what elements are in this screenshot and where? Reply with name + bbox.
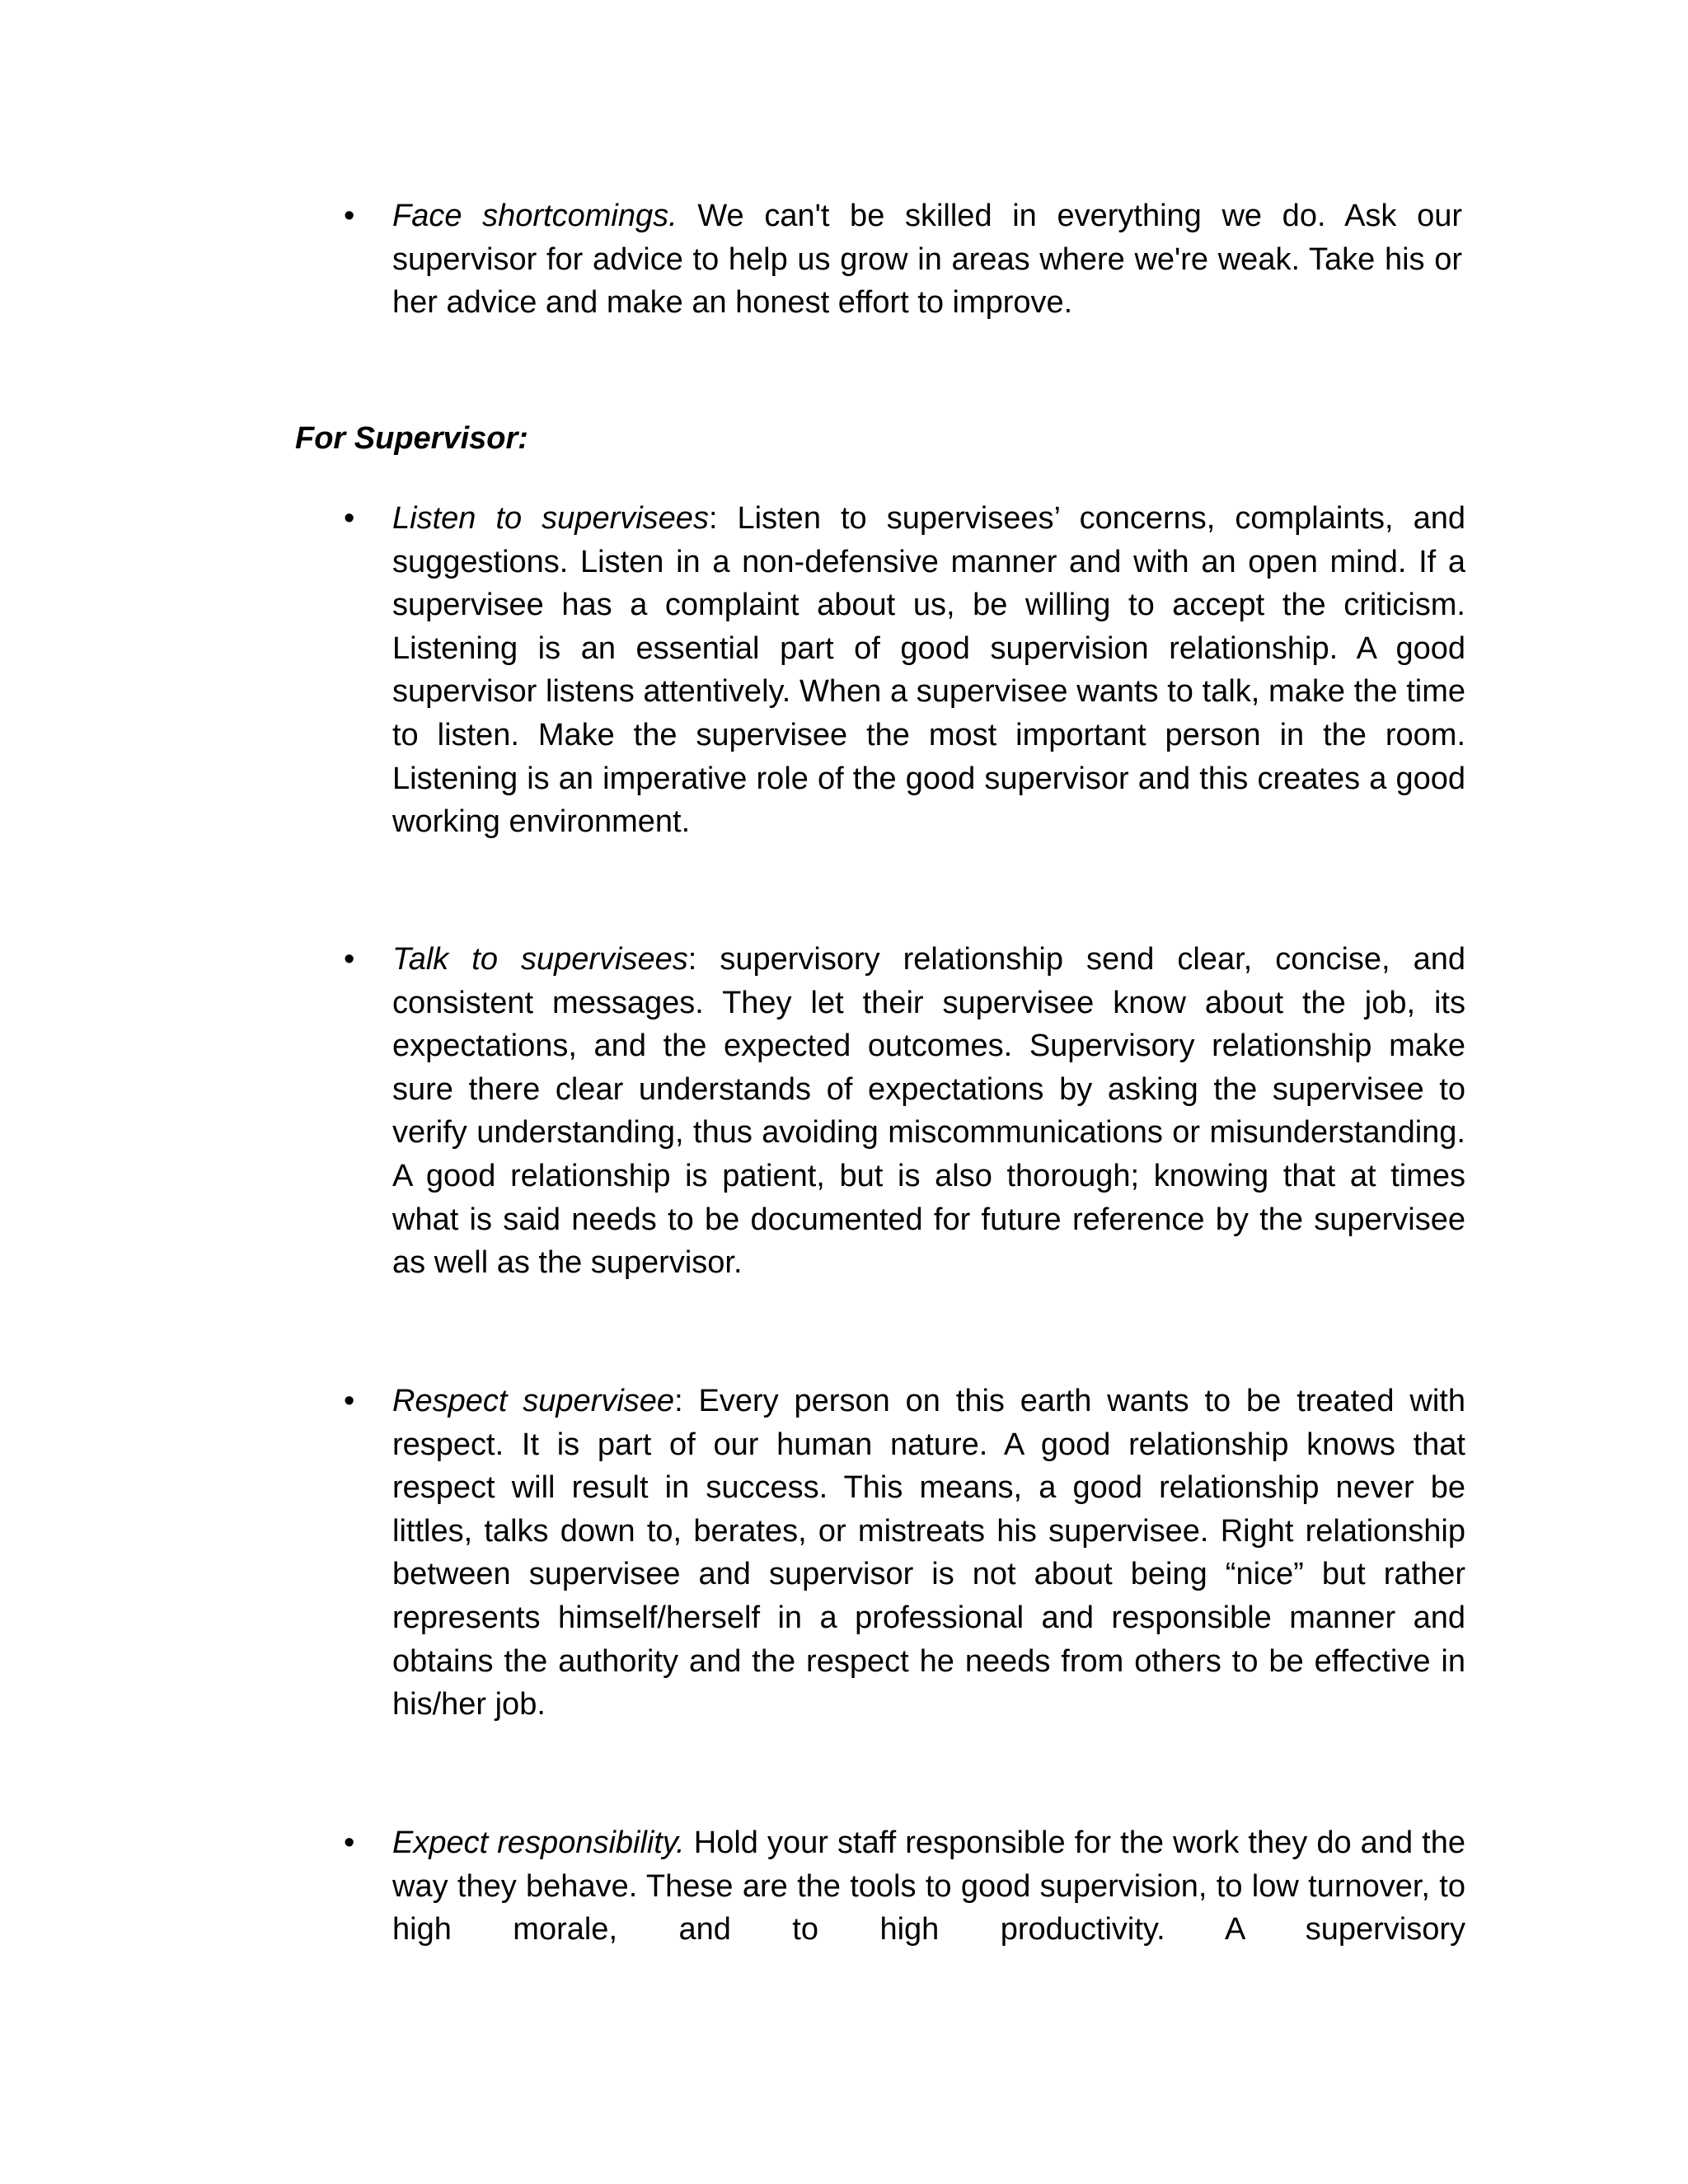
bullet-paragraph: [392, 497, 1465, 844]
bullet-body: : supervisory relationship send clear, concise, and consistent messages. They let their supervisee know about the job, its expectations, and the expected outcomes. Supervisory relationship make sure there clear understands of expectations by asking the supervisee to verify understanding, thus avoiding miscommunications or misunderstanding. A good relationship is patient, but is also thorough; knowing that at times what is said needs to be documented for future reference by the supervisee as well as the supervisor.: [392, 942, 1465, 1281]
bullet-paragraph: [392, 938, 1465, 1285]
bullet-term: Talk to supervisees: [392, 942, 688, 977]
bullet-paragraph: [392, 1380, 1465, 1727]
bullet-symbol: •: [344, 942, 355, 977]
bullet-symbol: •: [344, 501, 355, 536]
bullet-paragraph: [392, 194, 1462, 325]
bullet-term: Respect supervisee: [392, 1384, 675, 1418]
bullet-body: : Listen to supervisees’ concerns, complaints, and suggestions. Listen in a non-defensive manner and with an open mind. If a supervisee has a complaint about us, be willing to accept the criticism. Listening is an essential part of good supervision relationship. A good supervisor listens attentively. When a supervisee wants to talk, make the time to listen. Make the supervisee the most important person in the room. Listening is an imperative role of the good supervisor and this creates a good working environment.: [392, 501, 1465, 840]
bullet-body: Hold your staff responsible for the work they do and the way they behave. These are the tools to good supervision, to low turnover, to high morale, and to high productivity. A supervisory: [392, 1825, 1466, 1947]
bullet-paragraph: [392, 1821, 1465, 1952]
bullet-symbol: •: [344, 1825, 355, 1860]
bullet-body: : Every person on this earth wants to be treated with respect. It is part of our human nature. A good relationship knows that respect will result in success. This means, a good relationship never be littles, talks down to, berates, or mistreats his supervisee. Right relationship between supervisee and supervisor is not about being “nice” but rather represents himself/herself in a professional and responsible manner and obtains the authority and the respect he needs from others to be effective in his/her job.: [392, 1384, 1465, 1722]
bullet-term: Face shortcomings.: [392, 199, 678, 233]
section-heading: For Supervisor:: [295, 421, 528, 456]
bullet-term: Listen to supervisees: [392, 501, 709, 536]
bullet-symbol: •: [344, 1384, 355, 1418]
bullet-term: Expect responsibility.: [392, 1825, 685, 1860]
bullet-body: We can't be skilled in everything we do. Ask our supervisor for advice to help us grow in areas where we're weak. Take his or her advice and make an honest effort to improve.: [392, 199, 1462, 321]
bullet-symbol: •: [344, 199, 355, 233]
